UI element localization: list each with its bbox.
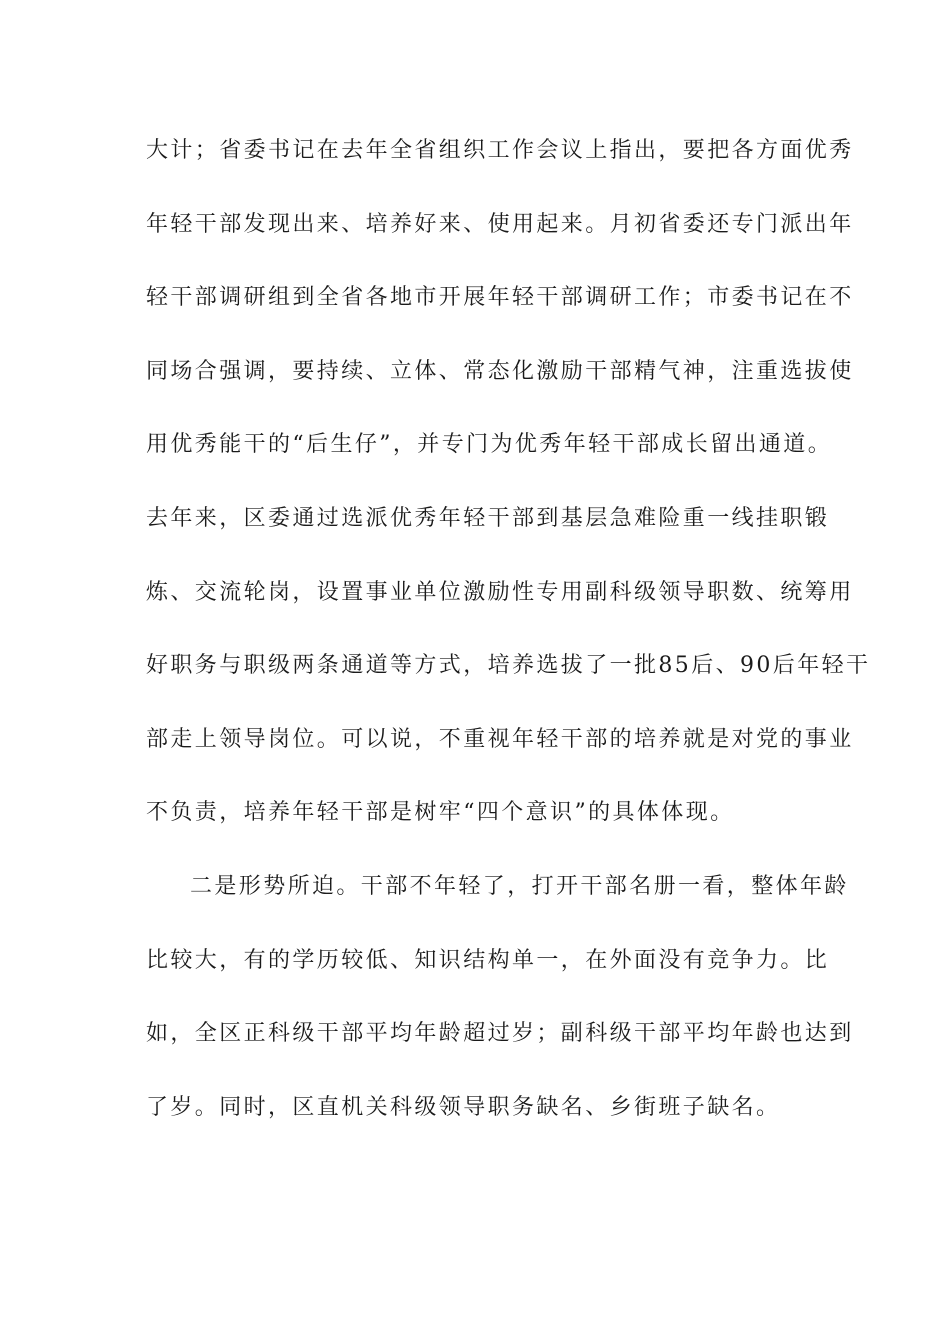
text-line: 了岁。同时，区直机关科级领导职务缺名、乡街班子缺名。 [146, 1094, 781, 1120]
text-line: 炼、交流轮岗，设置事业单位激励性专用副科级领导职数、统筹用 [146, 579, 854, 605]
text-line: 去年来，区委通过选派优秀年轻干部到基层急难险重一线挂职锻 [146, 505, 830, 531]
text-line: 轻干部调研组到全省各地市开展年轻干部调研工作；市委书记在不 [146, 285, 854, 311]
text-line: 用优秀能干的“后生仔”，并专门为优秀年轻干部成长留出通道。 [146, 432, 833, 458]
text-line: 好职务与职级两条通道等方式，培养选拔了一批85后、90后年轻干 [146, 653, 871, 679]
text-line: 比较大，有的学历较低、知识结构单一，在外面没有竞争力。比 [146, 947, 830, 973]
paragraph-start-line: 二是形势所迫。干部不年轻了，打开干部名册一看，整体年龄 [190, 873, 849, 899]
text-line: 年轻干部发现出来、培养好来、使用起来。月初省委还专门派出年 [146, 211, 854, 237]
text-line: 大计；省委书记在去年全省组织工作会议上指出，要把各方面优秀 [146, 138, 854, 163]
body-text [146, 126, 871, 1156]
text-line: 同场合强调，要持续、立体、常态化激励干部精气神，注重选拔使 [146, 358, 854, 384]
text-line: 部走上领导岗位。可以说，不重视年轻干部的培养就是对党的事业 [146, 726, 854, 752]
text-line: 不负责，培养年轻干部是树牢“四个意识”的具体体现。 [146, 800, 735, 826]
text-line: 如，全区正科级干部平均年龄超过岁；副科级干部平均年龄也达到 [146, 1021, 854, 1047]
